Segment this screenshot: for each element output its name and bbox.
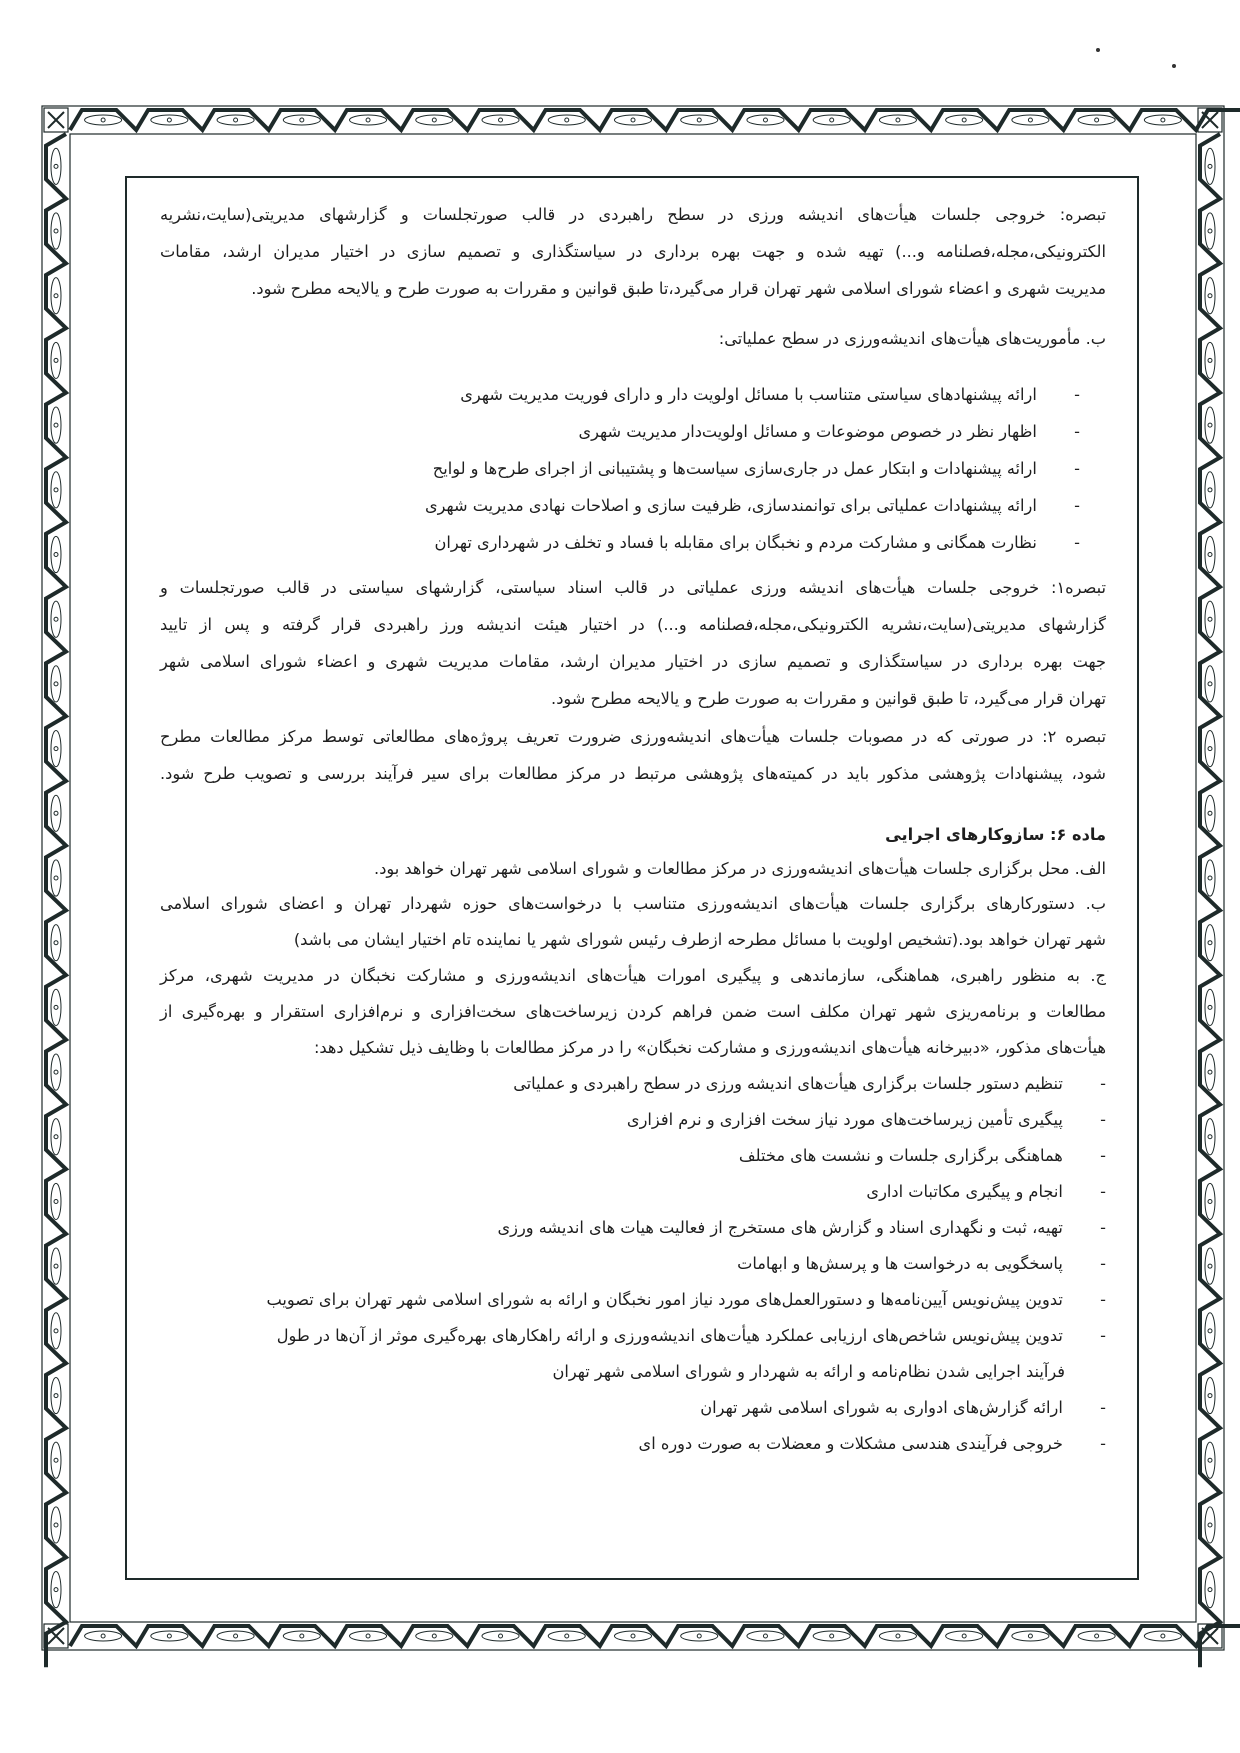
corner-star-icon [1202, 1628, 1218, 1644]
text-line: تبصره: خروجی جلسات هیأت‌های اندیشه ورزی در سطح راهبردی در قالب صورتجلسات و گزارشهای مدیریتی(سایت،نشریه [160, 205, 1106, 224]
border-motif [51, 666, 61, 702]
border-motif [813, 115, 850, 125]
text-line: تهران قرار می‌گیرد، تا طبق قوانین و مقررات به صورت طرح و یالایحه مطرح شود. [551, 689, 1106, 708]
border-motif [51, 860, 61, 896]
border-motif-dot [54, 423, 58, 427]
list-item-text: نظارت همگانی و مشارکت مردم و نخبگان برای مقابله با فساد و تخلف در شهرداری تهران [434, 533, 1037, 552]
border-motif [1205, 730, 1215, 766]
border-motif [1205, 795, 1215, 831]
border-motif-dot [54, 811, 58, 815]
border-motif-dot [896, 118, 900, 122]
list-item-text: تنظیم دستور جلسات برگزاری هیأت‌های اندیشه ورزی در سطح راهبردی و عملیاتی [513, 1074, 1063, 1093]
border-motif [614, 115, 651, 125]
border-motif [51, 1313, 61, 1349]
border-motif [1205, 1183, 1215, 1219]
bullet-dash: - [1100, 1290, 1106, 1309]
bullet-dash: - [1100, 1110, 1106, 1129]
list-item [639, 1425, 1106, 1462]
list-item-text: خروجی فرآیندی هندسی مشکلات و معضلات به صورت دوره ای [638, 1434, 1063, 1453]
border-motif-dot [54, 1199, 58, 1203]
border-motif-dot [1208, 1588, 1212, 1592]
border-motif [350, 115, 387, 125]
border-motif [217, 115, 254, 125]
border-motif [416, 115, 453, 125]
border-motif-dot [1208, 1394, 1212, 1398]
border-motif-dot [54, 682, 58, 686]
border-motif-dot [1208, 876, 1212, 880]
border-motif [1205, 213, 1215, 249]
border-motif-dot [54, 1135, 58, 1139]
border-motif-dot [1028, 118, 1032, 122]
border-motif-dot [54, 876, 58, 880]
border-motif [1012, 115, 1049, 125]
border-motif [1205, 1054, 1215, 1090]
bullet-dash: - [1100, 1218, 1106, 1237]
bullet-dash: - [1074, 422, 1080, 441]
border-motif-dot [1208, 1070, 1212, 1074]
list-item [277, 1317, 1106, 1354]
border-zigzag [70, 1626, 1240, 1646]
corner-star-icon [48, 112, 64, 128]
border-motif-dot [1208, 553, 1212, 557]
border-motif-dot [1208, 1135, 1212, 1139]
border-motif-dot [234, 118, 238, 122]
border-motif [51, 536, 61, 572]
border-motif-dot [499, 118, 503, 122]
border-motif [1205, 278, 1215, 314]
border-motif-dot [499, 1634, 503, 1638]
border-motif-dot [300, 118, 304, 122]
border-motif-dot [54, 1264, 58, 1268]
border-motif [946, 115, 983, 125]
border-motif [350, 1631, 387, 1641]
border-motif-dot [1161, 1634, 1165, 1638]
bullet-dash: - [1100, 1182, 1106, 1201]
border-motif-dot [54, 747, 58, 751]
clause-jim: هیأت‌های مذکور، «دبیرخانه هیأت‌های اندیشه‌ورزی و مشارکت نخبگان» را در مرکز مطالعات با وظایف ذیل تشکیل دهد: [313, 1038, 1106, 1057]
border-motif-dot [962, 118, 966, 122]
border-motif [548, 1631, 585, 1641]
border-motif [51, 1507, 61, 1543]
border-motif [1012, 1631, 1049, 1641]
clause-jim: ج. به منظور راهبری، هماهنگی، سازماندهی و پیگیری امورات هیأت‌های اندیشه‌ورزی و مشارکت نخبگان در مدیریت شهری، مرکز [160, 966, 1106, 985]
border-motif-dot [54, 229, 58, 233]
list-item [866, 1173, 1106, 1210]
border-motif [51, 1572, 61, 1608]
bullet-dash: - [1074, 385, 1080, 404]
border-motif [51, 989, 61, 1025]
clause-be: ب. دستورکارهای برگزاری جلسات هیأت‌های اندیشه‌ورزی متناسب با درخواست‌های حوزه شهردار تهران و اعضای شورای اسلامی [160, 894, 1106, 913]
border-motif [1205, 1313, 1215, 1349]
bullet-dash: - [1074, 496, 1080, 515]
text-line: جهت بهره برداری در سیاستگذاری و تصمیم سازی در اختیار مدیران ارشد، مقامات مدیریت شهری و اعضاء شورای اسلامی شهر [160, 652, 1106, 671]
list-item [460, 376, 1080, 413]
border-motif [85, 115, 122, 125]
border-motif-dot [432, 1634, 436, 1638]
border-motif [416, 1631, 453, 1641]
border-motif-dot [763, 1634, 767, 1638]
border-motif-dot [1208, 423, 1212, 427]
list-item-text: تدوین پیش‌نویس شاخص‌های ارزیابی عملکرد هیأت‌های اندیشه‌ورزی و ارائه راهکارهای بهره‌گیری موثر از آن‌ها در طول [276, 1326, 1063, 1345]
note-paragraph-2 [160, 569, 1106, 717]
border-motif [946, 1631, 983, 1641]
list-item [433, 450, 1080, 487]
list-item-text: اظهار نظر در خصوص موضوعات و مسائل اولویت‌دار مدیریت شهری [578, 422, 1037, 441]
border-motif [681, 115, 718, 125]
border-zigzag [1200, 134, 1220, 1667]
list-item-continuation [552, 1353, 1065, 1390]
border-motif-dot [101, 1634, 105, 1638]
list-item [739, 1137, 1106, 1174]
border-motif [879, 115, 916, 125]
border-motif [1205, 1572, 1215, 1608]
list-item-text: ارائه پیشنهادات عملیاتی برای توانمندسازی، ظرفیت سازی و اصلاحات نهادی مدیریت شهری [424, 496, 1037, 515]
border-motif [1078, 1631, 1115, 1641]
border-motif-dot [101, 118, 105, 122]
border-motif-dot [366, 118, 370, 122]
border-motif-dot [1208, 1523, 1212, 1527]
border-motif-dot [1208, 682, 1212, 686]
section-b-title: ب. مأموریت‌های هیأت‌های اندیشه‌ورزی در سطح عملیاتی: [718, 329, 1106, 348]
bullet-dash: - [1100, 1254, 1106, 1273]
border-motif [51, 1442, 61, 1478]
border-motif-dot [1208, 747, 1212, 751]
border-motif-dot [54, 1329, 58, 1333]
border-motif-dot [1208, 1458, 1212, 1462]
border-motif [1144, 1631, 1181, 1641]
border-motif-dot [54, 358, 58, 362]
border-motif [614, 1631, 651, 1641]
text-line: شود، پیشنهادات پژوهشی مذکور باید در کمیته‌های پژوهشی مرتبط در مرکز مطالعات برای سیر فرآیند بررسی و تصویب طرح شود. [160, 764, 1106, 783]
border-motif-dot [54, 294, 58, 298]
border-motif-dot [300, 1634, 304, 1638]
border-motif [482, 1631, 519, 1641]
border-motif-dot [366, 1634, 370, 1638]
border-motif-dot [1208, 617, 1212, 621]
border-motif-dot [1208, 229, 1212, 233]
border-motif-dot [54, 1588, 58, 1592]
border-motif [813, 1631, 850, 1641]
bullet-dash: - [1100, 1398, 1106, 1417]
border-motif-dot [54, 1394, 58, 1398]
border-motif-dot [1208, 294, 1212, 298]
border-motif [85, 1631, 122, 1641]
border-motif [747, 115, 784, 125]
list-item [737, 1245, 1106, 1282]
list-item-text: ارائه پیشنهادهای سیاستی متناسب با مسائل اولویت دار و دارای فوریت مدیریت شهری [460, 385, 1037, 404]
border-motif [1078, 115, 1115, 125]
list-item [627, 1101, 1106, 1138]
border-motif [1205, 1248, 1215, 1284]
border-motif [151, 115, 188, 125]
border-motif-dot [896, 1634, 900, 1638]
border-motif [1205, 1507, 1215, 1543]
border-motif-dot [54, 553, 58, 557]
section-b-list [160, 376, 1106, 566]
border-motif [51, 1183, 61, 1219]
list-item-text: ارائه گزارش‌های ادواری به شورای اسلامی شهر تهران [700, 1398, 1063, 1417]
border-motif [548, 115, 585, 125]
border-motif [1205, 1377, 1215, 1413]
list-item-text: ارائه پیشنهادات و ابتکار عمل در جاری‌سازی سیاست‌ها و پشتیبانی از اجرای طرح‌ها و لوایح [432, 459, 1037, 478]
border-motif-dot [54, 617, 58, 621]
border-motif [1205, 1442, 1215, 1478]
border-motif [681, 1631, 718, 1641]
border-motif-dot [54, 488, 58, 492]
list-item [266, 1281, 1106, 1318]
border-motif-dot [830, 118, 834, 122]
border-motif-dot [234, 1634, 238, 1638]
text-line: تبصره۱: خروجی جلسات هیأت‌های اندیشه ورزی عملیاتی در قالب اسناد سیاستی، گزارشهای سیاستی در قالب صورتجلسات و [160, 578, 1106, 597]
border-motif [1205, 472, 1215, 508]
border-motif-dot [565, 118, 569, 122]
corner-star-icon [1202, 112, 1218, 128]
list-item-text: تهیه، ثبت و نگهداری اسناد و گزارش های مستخرج از فعالیت هیات های اندیشه ورزی [497, 1218, 1063, 1237]
article-6-body [160, 852, 1106, 1066]
border-motif-dot [54, 1005, 58, 1009]
list-item [513, 1065, 1106, 1102]
list-item-text: هماهنگی برگزاری جلسات و نشست های مختلف [738, 1146, 1063, 1165]
bullet-dash: - [1100, 1326, 1106, 1345]
border-motif-dot [1208, 941, 1212, 945]
border-motif [51, 342, 61, 378]
border-zigzag [70, 110, 1240, 130]
border-motif [1205, 342, 1215, 378]
list-item-text: فرآیند اجرایی شدن نظام‌نامه و ارائه به شهردار و شورای اسلامی شهر تهران [552, 1362, 1065, 1381]
border-motif [51, 1054, 61, 1090]
bullet-dash: - [1074, 533, 1080, 552]
scan-mark [1096, 48, 1100, 52]
border-motif [1205, 148, 1215, 184]
border-zigzag [46, 134, 66, 1667]
border-motif [283, 115, 320, 125]
section-b [160, 320, 1106, 357]
corner-star-icon [48, 1628, 64, 1644]
border-motif-dot [1208, 358, 1212, 362]
border-motif-dot [1161, 118, 1165, 122]
border-motif-dot [1208, 1199, 1212, 1203]
list-item [700, 1389, 1106, 1426]
list-item-text: پاسخگویی به درخواست ها و پرسش‌ها و ابهامات [737, 1254, 1063, 1273]
list-item-text: تدوین پیش‌نویس آیین‌نامه‌ها و دستورالعمل‌های مورد نیاز امور نخبگان و ارائه به شورای اسلامی شهر تهران برای تصویب [266, 1290, 1063, 1309]
border-motif [51, 1119, 61, 1155]
scan-mark [1172, 64, 1176, 68]
border-motif [1205, 860, 1215, 896]
border-motif-dot [1028, 1634, 1032, 1638]
border-motif [51, 1248, 61, 1284]
border-motif [51, 472, 61, 508]
article-6 [160, 816, 1106, 853]
bullet-dash: - [1100, 1146, 1106, 1165]
border-motif-dot [54, 941, 58, 945]
list-item-text: انجام و پیگیری مکاتبات اداری [866, 1182, 1063, 1201]
border-motif [1205, 601, 1215, 637]
bullet-dash: - [1074, 459, 1080, 478]
border-motif-dot [631, 118, 635, 122]
border-motif-dot [1095, 118, 1099, 122]
border-motif-dot [54, 1523, 58, 1527]
border-motif [1205, 407, 1215, 443]
border-motif-dot [1208, 1329, 1212, 1333]
border-motif [51, 278, 61, 314]
list-item [435, 524, 1080, 561]
article-6-title: ماده ۶: سازوکارهای اجرایی [885, 825, 1106, 844]
border-motif [482, 115, 519, 125]
border-motif-dot [697, 118, 701, 122]
border-motif-dot [1208, 1005, 1212, 1009]
list-item [578, 413, 1080, 450]
border-motif-dot [54, 1458, 58, 1462]
list-item [425, 487, 1080, 524]
border-motif [51, 925, 61, 961]
border-motif-dot [167, 118, 171, 122]
border-motif [1205, 666, 1215, 702]
list-item-text: پیگیری تأمین زیرساخت‌های مورد نیاز سخت افزاری و نرم افزاری [626, 1110, 1063, 1129]
text-line: مدیریت شهری و اعضاء شورای اسلامی شهر تهران قرار می‌گیرد،تا طبق قوانین و مقررات به صورت طرح و یالایحه مطرح شود. [251, 279, 1106, 298]
border-motif [1144, 115, 1181, 125]
border-motif-dot [631, 1634, 635, 1638]
secretariat-duties-list [160, 1065, 1106, 1465]
border-motif [51, 601, 61, 637]
border-motif [1205, 536, 1215, 572]
border-motif-dot [830, 1634, 834, 1638]
border-motif-dot [167, 1634, 171, 1638]
border-motif-dot [54, 1070, 58, 1074]
clause-be: شهر تهران خواهد بود.(تشخیص اولویت با مسائل مطرحه ازطرف رئیس شورای شهر یا نماینده تام اختیار ایشان می باشد) [293, 930, 1106, 949]
text-line: گزارشهای مدیریتی(سایت،نشریه الکترونیکی،مجله،فصلنامه و...) در اختیار هیئت اندیشه ورز راهبردی قرار گرفته و پس از تایید [160, 615, 1106, 634]
text-line: الکترونیکی،مجله،فصلنامه و...) تهیه شده و جهت بهره برداری در سیاستگذاری و تصمیم سازی در اختیار مدیران ارشد، مقامات [160, 242, 1106, 261]
border-motif-dot [432, 118, 436, 122]
border-motif-dot [1208, 164, 1212, 168]
clause-alef: الف. محل برگزاری جلسات هیأت‌های اندیشه‌ورزی در مرکز مطالعات و شورای اسلامی شهر تهران خواهد بود. [374, 859, 1106, 878]
border-motif [747, 1631, 784, 1641]
border-motif [51, 407, 61, 443]
border-motif [1205, 989, 1215, 1025]
border-motif-dot [697, 1634, 701, 1638]
border-motif-dot [763, 118, 767, 122]
border-motif-dot [1208, 1264, 1212, 1268]
border-motif [51, 1377, 61, 1413]
border-motif-dot [1095, 1634, 1099, 1638]
border-motif-dot [54, 164, 58, 168]
border-motif [51, 795, 61, 831]
border-motif [51, 148, 61, 184]
note-paragraph-1 [160, 196, 1106, 307]
border-motif [51, 213, 61, 249]
border-motif [51, 730, 61, 766]
border-motif-dot [1208, 811, 1212, 815]
border-motif [1205, 925, 1215, 961]
note-paragraph-3 [160, 718, 1106, 792]
text-line: تبصره ۲: در صورتی که در مصوبات جلسات هیأت‌های اندیشه‌ورزی ضرورت تعریف پروژه‌های مطالعاتی توسط مرکز مطالعات مطرح [160, 727, 1106, 746]
border-motif [217, 1631, 254, 1641]
border-motif [879, 1631, 916, 1641]
border-motif-dot [1208, 488, 1212, 492]
border-motif-dot [962, 1634, 966, 1638]
clause-jim: مطالعات و برنامه‌ریزی شهر تهران مکلف است ضمن فراهم کردن زیرساخت‌های سخت‌افزاری و نرم‌افزاری استقرار و بهره‌گیری از [160, 1002, 1106, 1021]
border-motif [1205, 1119, 1215, 1155]
bullet-dash: - [1100, 1434, 1106, 1453]
border-motif [283, 1631, 320, 1641]
border-motif-dot [565, 1634, 569, 1638]
list-item [497, 1209, 1106, 1246]
border-motif [151, 1631, 188, 1641]
bullet-dash: - [1100, 1074, 1106, 1093]
